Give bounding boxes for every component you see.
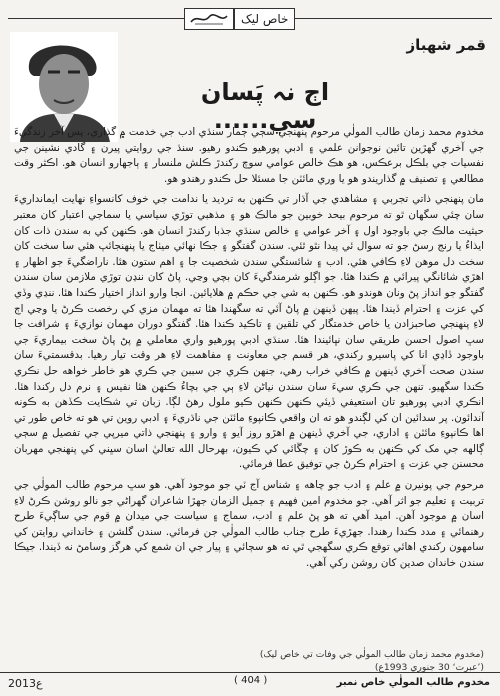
article-paragraph: مان پنهنجي ذاتي تجربي ۽ مشاهدي جي آڌار تي ڪنهن به ترديد يا ندامت جي خوف کانسواءِ نهايت ايمانداريءَ سان چئي سگهان ٿو ته مرحوم بيحد خوبين جو مالڪ هو ۽ مذهبي توڙي سياسي يا سماجي اعتبار کان معتبر حيثيت مالڪ جي باوجود اول ۽ آخر عوامي ۽ خالص سنڌي جذبا رکندڙ انسان هو. ڪنهن کي به سندن ذات کان ايذاءُ يا رنج رسڻ جو ته سوال ئي پيدا نٿو ٿئي. سندن گفتگو ۽ جڪا نهائي ميٺاج يا پنهنجائپ هئي سا سخت کان سخت دل موهن لاءِ ڪافي هئي. ادب ۽ شائستگي سندن شخصيت جا ۽ اهم ستون هئا. ناراضگيءَ جو اظهار ۽ اهڙي شائانگي پيرائي ۾ ڪندا هئا. جو اڳلو شرمندگيءَ کان بچي وڃي. پاڻ کان ننڍن توڙي ملازمن سان سندن گفتگو جو انداز پڻ ونان هوندو هو. ڪنهن به شي جي حڪم ۾ هلايائين. انجا وارو انداز اختيار ڪندا هئا. ننڍي وڏي کي عزت ۽ احترام ڏيندا هئا. پيهن ڏينهن ۾ پاڻ آئي ته سگهندا هئا ته مهمان مزي کي رخصت ڪرڻ يا وڃي اڄ لاءِ پنهنجي صاحبزادن يا خاص خدمتگار کي تلقين ۽ تاڪيد ڪندا هئا. گفتگو دوران مهمان نوازيءَ ۽ شرافت جا سڀ اصول احسن طريقي سان نڀائيندا هئا. سنڌي ادبي پورهيو واري معاملي ۾ پڻ پاڻ سخت بيماريءَ جي باوجود ڏاڍي انا کي پاسيرو رکندي، هر قسم جي معاونت ۽ مفاهمت لاءِ هر وقت تيار رهيا. بدقسمتيءَ سان سندن صحت آخري ڏينهن ۾ ڪافي خراب رهي، جنهن ڪري جن سببن جي ڪري هو خاطر خواهه حل نڪري ڪندا سگهيو. تنهن جي ڪري سيءَ سان سندن نياڻن لاءِ ٻي جي بچاءُ ڪنهن هئا نفيس ۽ نرم دل رکندا هئا. انڪري ادبي پورهيو تان استعيفي ڏيئي ڪنهن ڪنهن ڪيو ملول رهڻ لڳا. زبان تي شڪايت ڪڏهن به ڪونه آندائون. پر سدائين ان کي لڳندو هو ته ان واقعي ڪانپوءِ مائٽن جي ناڌريءَ ۽ ادبي روين تي هو ته خاص طور تي اها ڪانپوءِ مائٽن ۽ اداري، جي آخري ڏينهن ۾ اهڙو روز آيو ۽ وارو ۽ پنهنجي ذاتي ميرپي جي تفصيل ۾ سڄي ڳالهه جي مک کي ڪنهن به ڪوڙ کان ۽ چڱائي کي ڪيون، بهرحال الله تعاليٰ اسان سڀني کي پنهنجي مهربان محسنن جي عزت ۽ احترام ڪرڻ جي توفيق عطا فرمائي. — [14, 193, 484, 471]
article-body — [14, 125, 484, 577]
magazine-logo-icon — [184, 8, 234, 30]
article-source-note — [184, 648, 484, 674]
author-name: قمر شهباز — [406, 36, 486, 54]
source-note-date: (’عبرت‘ 30 جنوري 1993ع) — [374, 662, 484, 673]
article-paragraph: مرحوم جي پونيرن ۾ علم ۽ ادب جو چاهه ۽ شناس آج ٽي جو موجود آهي. هو سڀ مرحوم طالب المولٰي جي تربيت ۽ تعليم جو اثر آهي. جو مخدوم امين فهيم ۽ جميل الزمان جهڙا شاعران گهراڻي جو نالو روشن ڪرڻ لاءِ اسان ۾ موجود آهن. اميد آهي ته هو پڻ علم ۽ ادب، سماج ۽ سياست جي ميدان ۾ قوم جي ساڳيءَ طرح رهنمائي ۽ مدد ڪندا رهندا. جهڙيءَ طرح جناب طالب المولٰي جن فرمائي. سندن گلشن ۽ خانداني روايتن کي سامهون رکندي اهائي توقع ڪري سگهجي ٿي ته هو سڄائي ۽ پيار جي ان شمع کي هرگز وسامڻ نه ڏيندا. جيڪا سندن خاندان صدين کان روشن رکي آهي. — [14, 479, 484, 570]
section-label: خاص ليک — [234, 8, 295, 30]
source-note-line: (مخدوم محمد زمان طالب المولٰي جي وفات تي خاص ليک) — [259, 649, 484, 660]
page-footer — [0, 672, 500, 691]
section-header — [8, 8, 492, 30]
footer-year: 2013ع — [8, 677, 43, 690]
article-paragraph: مخدوم محمد زمان طالب المولٰي مرحوم پنهنجي سڄي ڄمار سنڌي ادب جي خدمت ۾ گذاري، پس آخر زندگيءَ جي آخري گهڙين تائين نوجوانن علمي ۽ ادبي پورهيو ڪندو رهيو. سنڌ جي روايتي پيرن ۽ گادي نشينن جي نفسيات جي بلڪل برعڪس، هو هڪ خالص عوامي سوچ رکندڙ ڪلش ملنسار ۽ ٻاجهارو انسان هو. اڪثر وقت مطالعي ۽ تصنيف ۾ گذاريندو هو يا وري مائٽن جا مسئلا حل ڪندو رهندو هو. — [14, 126, 484, 185]
page-number: ( 404 ) — [234, 675, 268, 686]
issue-title: مخدوم طالب المولٰي خاص نمبر — [336, 677, 490, 688]
article-title: اڄ نہ پَسان سي...... — [200, 78, 330, 134]
